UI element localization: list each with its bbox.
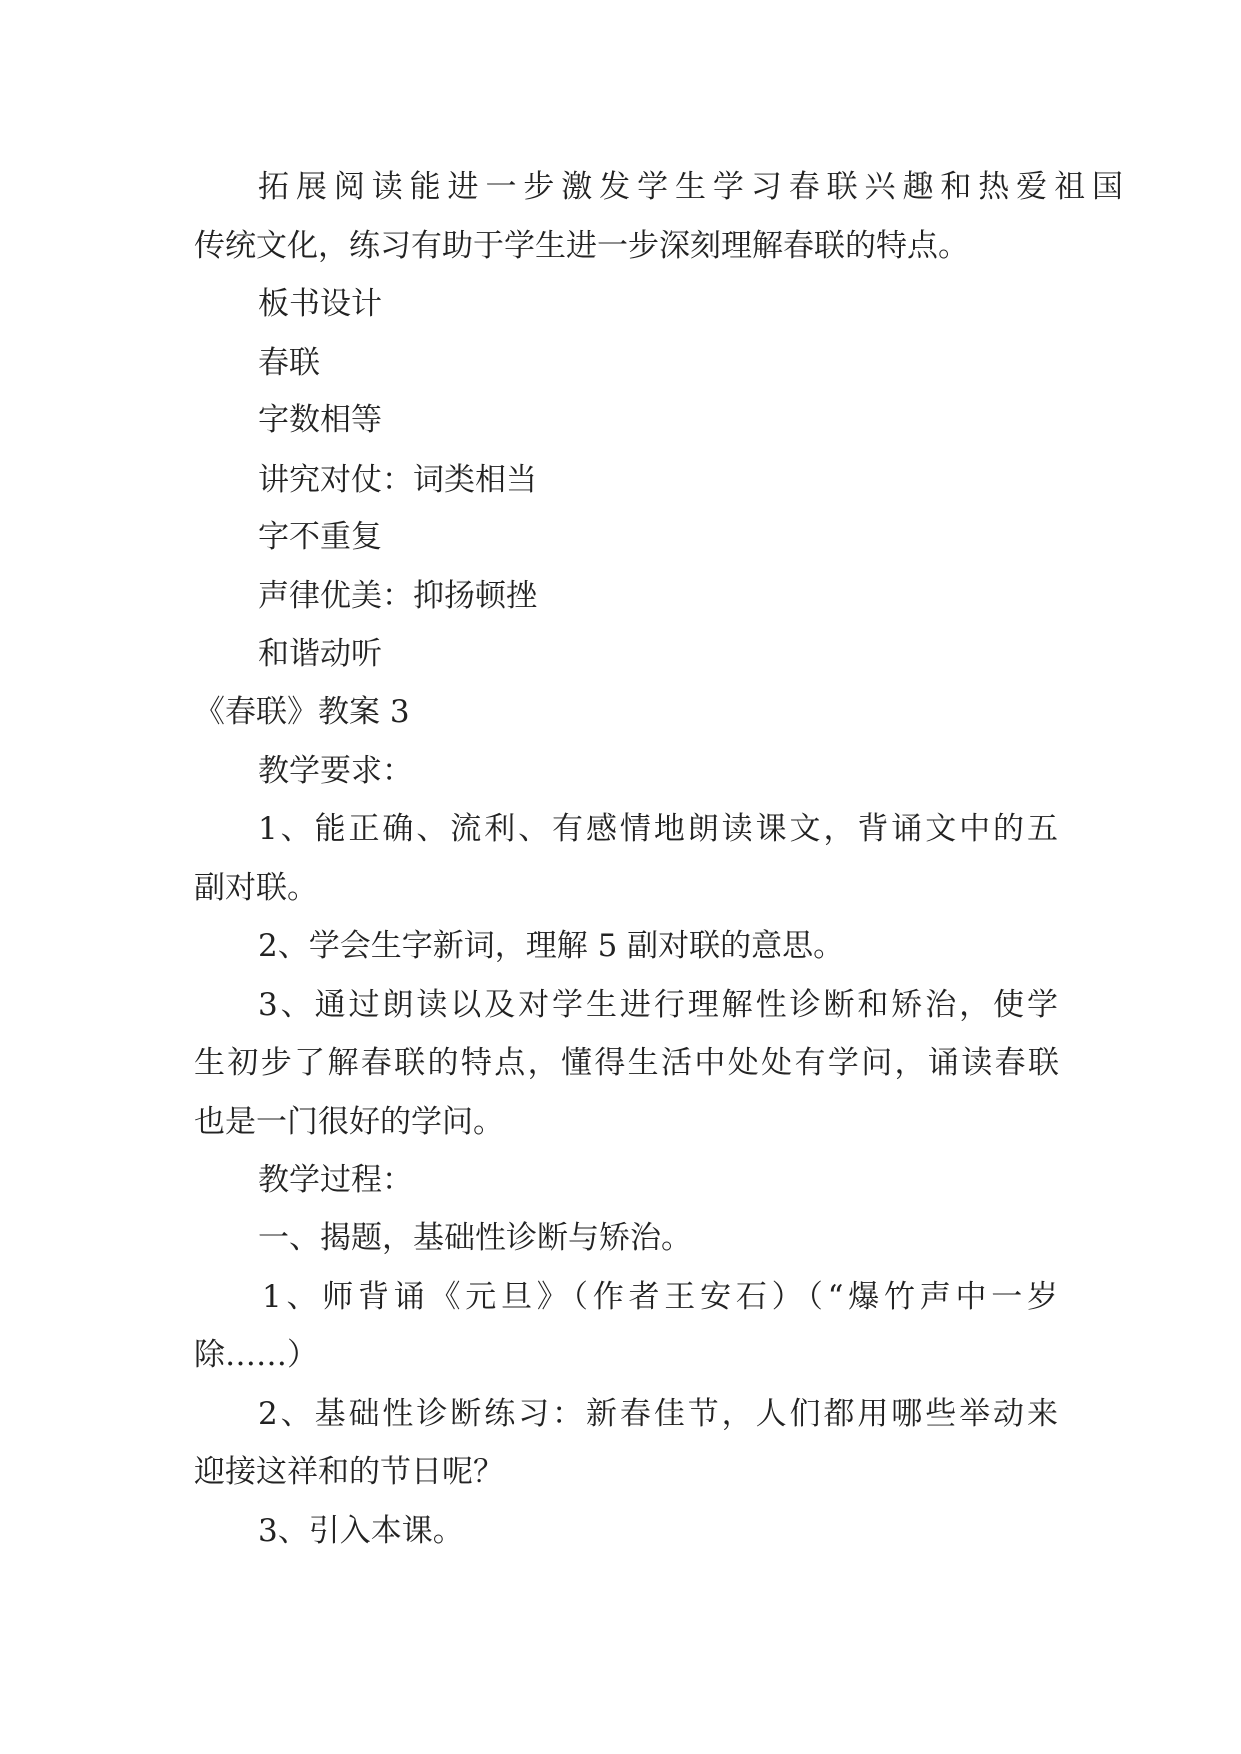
board-item: 字数相等 [258, 402, 382, 438]
list-item-line: 3、引入本课。 [258, 1513, 464, 1549]
list-item-line: 除……） [194, 1337, 318, 1373]
board-item: 字不重复 [258, 519, 382, 555]
list-item-line: 3、通过朗读以及对学生进行理解性诊断和矫治，使学 [258, 987, 1058, 1023]
list-item-line: 1、师背诵《元旦》（作者王安石）（“爆竹声中一岁 [262, 1279, 1058, 1315]
board-item: 和谐动听 [258, 636, 382, 672]
paragraph-line: 拓展阅读能进一步激发学生学习春联兴趣和热爱祖国 [258, 169, 1123, 205]
section-heading: 教学要求： [258, 753, 413, 789]
list-item-line: 生初步了解春联的特点，懂得生活中处处有学问，诵读春联 [194, 1045, 1059, 1081]
section-heading: 板书设计 [258, 286, 382, 322]
subsection-heading: 一、揭题，基础性诊断与矫治。 [258, 1220, 692, 1256]
board-item: 声律优美：抑扬顿挫 [258, 578, 537, 614]
list-item-line: 2、基础性诊断练习：新春佳节，人们都用哪些举动来 [258, 1396, 1058, 1432]
list-item-line: 1、能正确、流利、有感情地朗读课文，背诵文中的五 [258, 811, 1058, 847]
section-heading: 教学过程： [258, 1162, 413, 1198]
list-item-line: 副对联。 [194, 870, 318, 906]
board-item: 春联 [258, 345, 320, 381]
board-item: 讲究对仗：词类相当 [258, 462, 537, 498]
paragraph-line: 传统文化，练习有助于学生进一步深刻理解春联的特点。 [194, 228, 969, 264]
document-title: 《春联》教案 3 [194, 694, 410, 730]
list-item-line: 也是一门很好的学问。 [194, 1104, 504, 1140]
list-item-line: 迎接这祥和的节日呢？ [194, 1454, 504, 1490]
list-item-line: 2、学会生字新词，理解 5 副对联的意思。 [258, 928, 845, 964]
